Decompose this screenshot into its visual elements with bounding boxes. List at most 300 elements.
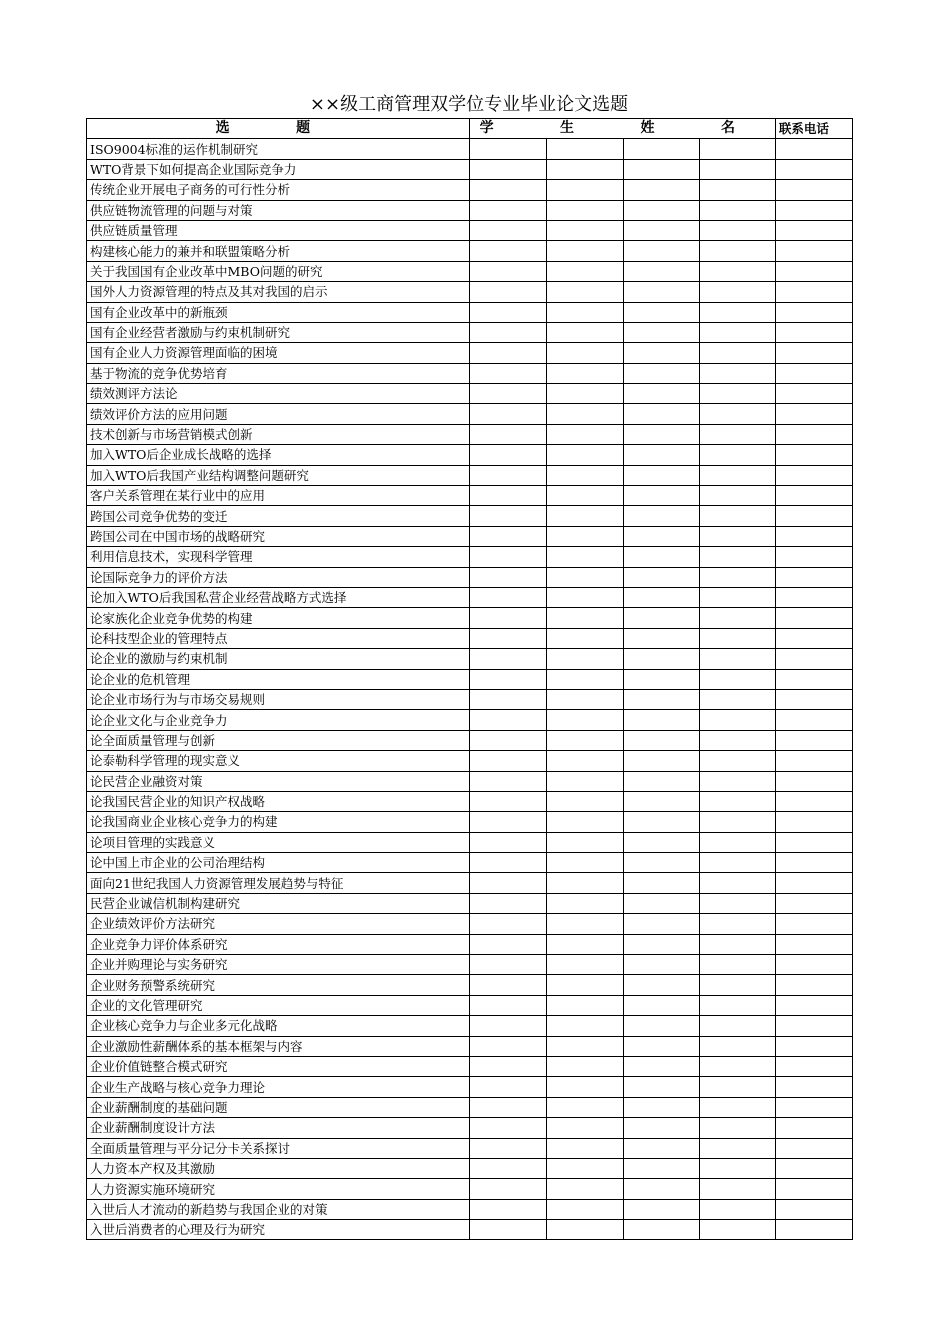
phone-cell[interactable] [775,1077,852,1097]
student-name-cell[interactable] [699,424,775,444]
student-name-cell[interactable] [699,1138,775,1158]
student-name-cell[interactable] [699,832,775,852]
student-name-cell[interactable] [699,628,775,648]
student-name-cell[interactable] [699,608,775,628]
student-name-cell[interactable] [546,608,623,628]
student-name-cell[interactable] [699,567,775,587]
student-name-cell[interactable] [546,689,623,709]
student-name-cell[interactable] [470,465,546,485]
phone-cell[interactable] [775,751,852,771]
phone-cell[interactable] [775,506,852,526]
phone-cell[interactable] [775,955,852,975]
student-name-cell[interactable] [546,343,623,363]
phone-cell[interactable] [775,465,852,485]
student-name-cell[interactable] [699,465,775,485]
student-name-cell[interactable] [546,751,623,771]
phone-cell[interactable] [775,649,852,669]
student-name-cell[interactable] [623,261,699,281]
student-name-cell[interactable] [699,812,775,832]
phone-cell[interactable] [775,1179,852,1199]
student-name-cell[interactable] [546,791,623,811]
table-row [87,200,853,220]
student-name-cell[interactable] [470,812,546,832]
phone-cell[interactable] [775,934,852,954]
student-name-cell[interactable] [470,139,546,159]
student-name-cell[interactable] [546,710,623,730]
student-name-cell[interactable] [623,608,699,628]
table-row [87,975,853,995]
student-name-cell[interactable] [699,1179,775,1199]
student-name-cell[interactable] [623,139,699,159]
student-name-cell[interactable] [623,241,699,261]
topic-cell: ISO9004标准的运作机制研究 [87,139,470,159]
topic-cell: 企业的文化管理研究 [87,995,470,1015]
student-name-cell[interactable] [470,873,546,893]
student-name-cell[interactable] [623,506,699,526]
student-name-cell[interactable] [623,547,699,567]
student-name-cell[interactable] [623,1220,699,1240]
student-name-cell[interactable] [623,689,699,709]
phone-cell[interactable] [775,873,852,893]
student-name-cell[interactable] [623,404,699,424]
phone-cell[interactable] [775,220,852,240]
student-name-cell[interactable] [470,791,546,811]
student-name-cell[interactable] [546,363,623,383]
phone-cell[interactable] [775,384,852,404]
student-name-cell[interactable] [470,322,546,342]
student-name-cell[interactable] [546,567,623,587]
student-name-cell[interactable] [546,975,623,995]
phone-cell[interactable] [775,180,852,200]
student-name-cell[interactable] [546,628,623,648]
header-row [87,119,853,139]
student-name-cell[interactable] [546,832,623,852]
student-name-cell[interactable] [470,914,546,934]
phone-cell[interactable] [775,689,852,709]
student-name-cell[interactable] [623,465,699,485]
student-name-cell[interactable] [699,995,775,1015]
student-name-cell[interactable] [470,343,546,363]
phone-cell[interactable] [775,200,852,220]
student-name-cell[interactable] [470,1097,546,1117]
student-name-cell[interactable] [623,220,699,240]
student-name-cell[interactable] [470,1036,546,1056]
student-name-cell[interactable] [699,1199,775,1219]
phone-cell[interactable] [775,1056,852,1076]
student-name-cell[interactable] [470,853,546,873]
student-name-cell[interactable] [546,526,623,546]
student-name-cell[interactable] [470,1220,546,1240]
student-name-cell[interactable] [546,139,623,159]
student-name-cell[interactable] [470,180,546,200]
student-name-cell[interactable] [546,384,623,404]
table-row [87,424,853,444]
topic-cell: 论家族化企业竞争优势的构建 [87,608,470,628]
phone-cell[interactable] [775,404,852,424]
student-name-cell[interactable] [699,241,775,261]
student-name-cell[interactable] [470,1158,546,1178]
phone-cell[interactable] [775,608,852,628]
phone-cell[interactable] [775,445,852,465]
student-name-cell[interactable] [470,1138,546,1158]
phone-cell[interactable] [775,322,852,342]
student-name-cell[interactable] [470,893,546,913]
student-name-cell[interactable] [623,975,699,995]
topic-cell: 面向21世纪我国人力资源管理发展趋势与特征 [87,873,470,893]
student-name-cell[interactable] [470,934,546,954]
student-name-cell[interactable] [623,302,699,322]
student-name-cell[interactable] [546,220,623,240]
phone-cell[interactable] [775,995,852,1015]
student-name-cell[interactable] [623,1179,699,1199]
student-name-cell[interactable] [699,547,775,567]
student-name-cell[interactable] [470,1056,546,1076]
student-name-cell[interactable] [546,1036,623,1056]
student-name-cell[interactable] [546,1077,623,1097]
topic-cell: 加入WTO后企业成长战略的选择 [87,445,470,465]
student-name-cell[interactable] [699,853,775,873]
student-name-cell[interactable] [546,771,623,791]
phone-cell[interactable] [775,1158,852,1178]
phone-cell[interactable] [775,159,852,179]
student-name-cell[interactable] [699,975,775,995]
student-name-cell[interactable] [623,1056,699,1076]
student-name-cell[interactable] [623,180,699,200]
student-name-cell[interactable] [623,1138,699,1158]
student-name-cell[interactable] [470,424,546,444]
student-name-cell[interactable] [546,1179,623,1199]
student-name-cell[interactable] [546,200,623,220]
student-name-cell[interactable] [546,282,623,302]
student-name-cell[interactable] [546,893,623,913]
student-name-cell[interactable] [699,506,775,526]
student-name-cell[interactable] [546,1016,623,1036]
student-name-cell[interactable] [699,1056,775,1076]
student-name-cell[interactable] [623,669,699,689]
student-name-cell[interactable] [623,1097,699,1117]
student-name-cell[interactable] [623,1118,699,1138]
student-name-cell[interactable] [623,995,699,1015]
phone-cell[interactable] [775,1097,852,1117]
student-name-cell[interactable] [623,914,699,934]
student-name-cell[interactable] [699,261,775,281]
student-name-cell[interactable] [470,526,546,546]
phone-cell[interactable] [775,914,852,934]
topic-cell: 论企业的激励与约束机制 [87,649,470,669]
student-name-cell[interactable] [623,791,699,811]
student-name-cell[interactable] [470,159,546,179]
phone-cell[interactable] [775,853,852,873]
topic-cell: 论泰勒科学管理的现实意义 [87,751,470,771]
student-name-cell[interactable] [546,812,623,832]
student-name-cell[interactable] [623,486,699,506]
header-topic [87,119,470,139]
student-name-cell[interactable] [699,363,775,383]
student-name-cell[interactable] [546,730,623,750]
student-name-cell[interactable] [699,955,775,975]
phone-cell[interactable] [775,812,852,832]
student-name-cell[interactable] [699,1036,775,1056]
student-name-cell[interactable] [546,159,623,179]
student-name-cell[interactable] [546,1138,623,1158]
student-name-cell[interactable] [470,1199,546,1219]
student-name-cell[interactable] [623,812,699,832]
student-name-cell[interactable] [623,424,699,444]
topic-cell: 论企业市场行为与市场交易规则 [87,689,470,709]
student-name-cell[interactable] [546,873,623,893]
student-name-cell[interactable] [623,343,699,363]
student-name-cell[interactable] [546,322,623,342]
phone-cell[interactable] [775,1118,852,1138]
student-name-cell[interactable] [699,914,775,934]
phone-cell[interactable] [775,771,852,791]
phone-cell[interactable] [775,241,852,261]
student-name-cell[interactable] [470,547,546,567]
student-name-cell[interactable] [470,587,546,607]
student-name-cell[interactable] [470,302,546,322]
student-name-cell[interactable] [470,771,546,791]
header-topic-label: 选 题 [215,120,341,137]
topic-cell: 全面质量管理与平分记分卡关系探讨 [87,1138,470,1158]
phone-cell[interactable] [775,628,852,648]
student-name-cell[interactable] [699,404,775,424]
student-name-cell[interactable] [546,1097,623,1117]
student-name-cell[interactable] [623,384,699,404]
student-name-cell[interactable] [699,791,775,811]
student-name-cell[interactable] [699,1016,775,1036]
student-name-cell[interactable] [546,995,623,1015]
phone-cell[interactable] [775,1016,852,1036]
topic-cell: 企业财务预警系统研究 [87,975,470,995]
student-name-cell[interactable] [623,710,699,730]
phone-cell[interactable] [775,526,852,546]
student-name-cell[interactable] [546,547,623,567]
student-name-cell[interactable] [470,363,546,383]
student-name-cell[interactable] [699,1220,775,1240]
student-name-cell[interactable] [623,363,699,383]
student-name-cell[interactable] [699,689,775,709]
student-name-cell[interactable] [623,934,699,954]
student-name-cell[interactable] [470,486,546,506]
student-name-cell[interactable] [623,526,699,546]
phone-cell[interactable] [775,832,852,852]
table-row [87,1016,853,1036]
student-name-cell[interactable] [699,302,775,322]
student-name-cell[interactable] [699,322,775,342]
phone-cell[interactable] [775,710,852,730]
phone-cell[interactable] [775,975,852,995]
student-name-cell[interactable] [470,995,546,1015]
student-name-cell[interactable] [699,384,775,404]
student-name-cell[interactable] [699,282,775,302]
student-name-cell[interactable] [546,404,623,424]
student-name-cell[interactable] [623,751,699,771]
student-name-cell[interactable] [546,445,623,465]
student-name-cell[interactable] [546,506,623,526]
student-name-cell[interactable] [470,832,546,852]
student-name-cell[interactable] [470,445,546,465]
phone-cell[interactable] [775,363,852,383]
student-name-cell[interactable] [699,1077,775,1097]
student-name-cell[interactable] [546,486,623,506]
phone-cell[interactable] [775,1199,852,1219]
student-name-cell[interactable] [623,893,699,913]
student-name-cell[interactable] [699,893,775,913]
phone-cell[interactable] [775,302,852,322]
table-row [87,343,853,363]
student-name-cell[interactable] [546,669,623,689]
student-name-cell[interactable] [470,710,546,730]
student-name-cell[interactable] [623,282,699,302]
phone-cell[interactable] [775,343,852,363]
phone-cell[interactable] [775,1220,852,1240]
student-name-cell[interactable] [699,771,775,791]
student-name-cell[interactable] [546,1118,623,1138]
student-name-cell[interactable] [699,220,775,240]
student-name-cell[interactable] [699,445,775,465]
table-row [87,220,853,240]
table-row [87,608,853,628]
student-name-cell[interactable] [546,1220,623,1240]
student-name-cell[interactable] [546,934,623,954]
student-name-cell[interactable] [699,649,775,669]
student-name-cell[interactable] [623,445,699,465]
phone-cell[interactable] [775,791,852,811]
phone-cell[interactable] [775,1138,852,1158]
student-name-cell[interactable] [623,628,699,648]
topic-cell: 论企业的危机管理 [87,669,470,689]
student-name-cell[interactable] [470,955,546,975]
phone-cell[interactable] [775,1036,852,1056]
student-name-cell[interactable] [470,220,546,240]
student-name-cell[interactable] [546,587,623,607]
student-name-cell[interactable] [623,853,699,873]
student-name-cell[interactable] [623,322,699,342]
student-name-cell[interactable] [470,567,546,587]
phone-cell[interactable] [775,282,852,302]
student-name-cell[interactable] [546,853,623,873]
student-name-cell[interactable] [546,180,623,200]
student-name-cell[interactable] [470,751,546,771]
student-name-cell[interactable] [470,730,546,750]
student-name-cell[interactable] [699,1158,775,1178]
student-name-cell[interactable] [623,730,699,750]
student-name-cell[interactable] [470,241,546,261]
student-name-cell[interactable] [699,1097,775,1117]
student-name-cell[interactable] [699,1118,775,1138]
student-name-cell[interactable] [623,1158,699,1178]
student-name-cell[interactable] [470,689,546,709]
phone-cell[interactable] [775,547,852,567]
student-name-cell[interactable] [623,159,699,179]
student-name-cell[interactable] [546,424,623,444]
phone-cell[interactable] [775,567,852,587]
student-name-cell[interactable] [546,261,623,281]
phone-cell[interactable] [775,587,852,607]
student-name-cell[interactable] [470,1179,546,1199]
student-name-cell[interactable] [470,649,546,669]
student-name-cell[interactable] [623,649,699,669]
student-name-cell[interactable] [546,1158,623,1178]
student-name-cell[interactable] [623,200,699,220]
student-name-cell[interactable] [699,669,775,689]
student-name-cell[interactable] [470,404,546,424]
student-name-cell[interactable] [470,669,546,689]
phone-cell[interactable] [775,486,852,506]
student-name-cell[interactable] [546,955,623,975]
student-name-cell[interactable] [623,832,699,852]
table-row [87,771,853,791]
student-name-cell[interactable] [546,649,623,669]
topic-cell: 企业绩效评价方法研究 [87,914,470,934]
phone-cell[interactable] [775,139,852,159]
student-name-cell[interactable] [699,587,775,607]
topic-cell: 人力资本产权及其激励 [87,1158,470,1178]
student-name-cell[interactable] [546,914,623,934]
topic-cell: 企业生产战略与核心竞争力理论 [87,1077,470,1097]
student-name-cell[interactable] [470,200,546,220]
student-name-cell[interactable] [699,343,775,363]
student-name-cell[interactable] [470,261,546,281]
student-name-cell[interactable] [470,282,546,302]
student-name-cell[interactable] [470,1118,546,1138]
student-name-cell[interactable] [470,975,546,995]
student-name-cell[interactable] [623,873,699,893]
student-name-cell[interactable] [623,1036,699,1056]
table-row [87,384,853,404]
student-name-cell[interactable] [546,1056,623,1076]
student-name-cell[interactable] [546,1199,623,1219]
student-name-cell[interactable] [470,506,546,526]
student-name-cell[interactable] [623,1077,699,1097]
student-name-cell[interactable] [699,730,775,750]
student-name-cell[interactable] [699,526,775,546]
student-name-cell[interactable] [470,628,546,648]
student-name-cell[interactable] [623,567,699,587]
student-name-cell[interactable] [623,1016,699,1036]
student-name-cell[interactable] [623,955,699,975]
student-name-cell[interactable] [546,302,623,322]
student-name-cell[interactable] [470,384,546,404]
student-name-cell[interactable] [699,159,775,179]
student-name-cell[interactable] [623,771,699,791]
table-row [87,282,853,302]
phone-cell[interactable] [775,261,852,281]
table-row [87,955,853,975]
table-row [87,302,853,322]
student-name-cell[interactable] [546,241,623,261]
student-name-cell[interactable] [470,1016,546,1036]
student-name-cell[interactable] [623,1199,699,1219]
student-name-cell[interactable] [623,587,699,607]
student-name-cell[interactable] [470,608,546,628]
table-row [87,1199,853,1219]
student-name-cell[interactable] [699,486,775,506]
phone-cell[interactable] [775,730,852,750]
student-name-cell[interactable] [699,934,775,954]
student-name-cell[interactable] [699,710,775,730]
student-name-cell[interactable] [470,1077,546,1097]
phone-cell[interactable] [775,669,852,689]
student-name-cell[interactable] [699,180,775,200]
student-name-cell[interactable] [699,873,775,893]
student-name-cell[interactable] [699,200,775,220]
student-name-cell[interactable] [699,139,775,159]
phone-cell[interactable] [775,893,852,913]
student-name-cell[interactable] [699,751,775,771]
student-name-cell[interactable] [546,465,623,485]
phone-cell[interactable] [775,424,852,444]
